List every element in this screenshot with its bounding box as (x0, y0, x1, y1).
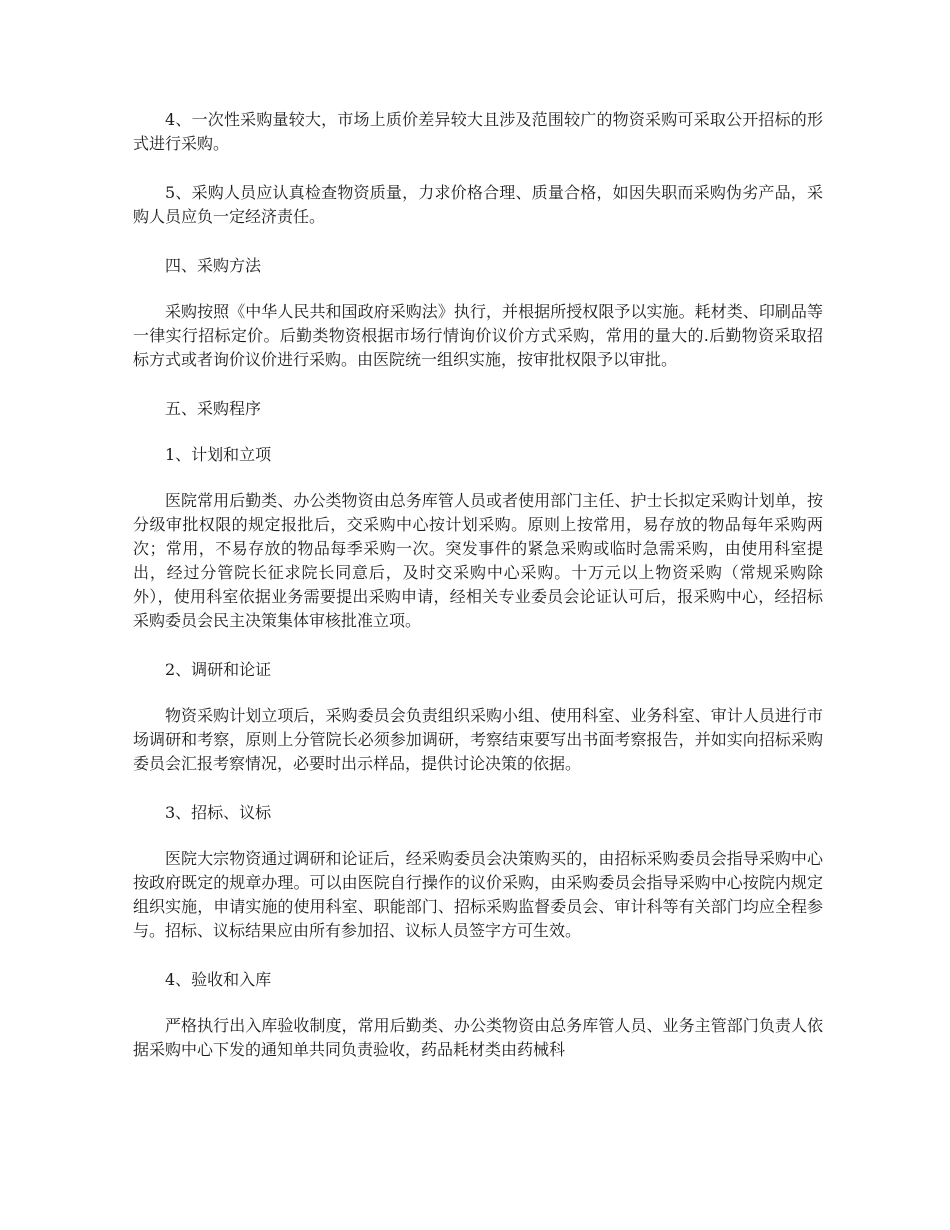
section-heading-purchase-procedure: 五、采购程序 (165, 399, 262, 418)
subheading-bidding: 3、招标、议标 (165, 803, 272, 822)
paragraph-plan-and-approval: 医院常用后勤类、办公类物资由总务库管人员或者使用部门主任、护士长拟定采购计划单，按分级审批权限的规定报批后，交采购中心按计划采购。原则上按常用，易存放的物品每年采购两次；常用，不易存放的物品每季采购一次。突发事件的紧急采购或临时急需采购，由使用科室提出，经过分管院长征求院长同意后，及时交采购中心采购。十万元以上物资采购（常规采购除外），使用科室依据业务需要提出采购申请，经相关专业委员会论证认可后，报采购中心，经招标采购委员会民主决策集体审核批准立项。 (133, 491, 823, 630)
paragraph-item-5: 5、采购人员应认真检查物资质量，力求价格合理、质量合格，如因失职而采购伪劣产品，采购人员应负一定经济责任。 (133, 183, 823, 226)
subheading-plan-and-approval: 1、计划和立项 (165, 445, 272, 464)
paragraph-purchase-method: 采购按照《中华人民共和国政府采购法》执行，并根据所授权限予以实施。耗材类、印刷品等一律实行招标定价。后勤类物资根据市场行情询价议价方式采购，常用的量大的.后勤物资采取招标方式或者询价议价进行采购。由医院统一组织实施，按审批权限予以审批。 (133, 302, 823, 369)
paragraph-research-and-review: 物资采购计划立项后，采购委员会负责组织采购小组、使用科室、业务科室、审计人员进行市场调研和考察，原则上分管院长必须参加调研，考察结束要写出书面考察报告，并如实向招标采购委员会汇报考察情况，必要时出示样品，提供讨论决策的依据。 (133, 706, 823, 773)
section-heading-purchase-method: 四、采购方法 (165, 256, 262, 275)
subheading-research-and-review: 2、调研和论证 (165, 660, 272, 679)
paragraph-bidding: 医院大宗物资通过调研和论证后，经采购委员会决策购买的，由招标采购委员会指导采购中心按政府既定的规章办理。可以由医院自行操作的议价采购，由采购委员会指导采购中心按院内规定组织实施，申请实施的使用科室、职能部门、招标采购监督委员会、审计科等有关部门均应全程参与。招标、议标结果应由所有参加招、议标人员签字方可生效。 (133, 849, 823, 940)
paragraph-item-4: 4、一次性采购量较大，市场上质价差异较大且涉及范围较广的物资采购可采取公开招标的形式进行采购。 (133, 110, 823, 153)
subheading-acceptance-and-storage: 4、验收和入库 (165, 970, 272, 989)
document-body (133, 108, 823, 1087)
paragraph-acceptance-and-storage: 严格执行出入库验收制度，常用后勤类、办公类物资由总务库管人员、业务主管部门负责人依据采购中心下发的通知单共同负责验收，药品耗材类由药械科 (133, 1016, 823, 1059)
